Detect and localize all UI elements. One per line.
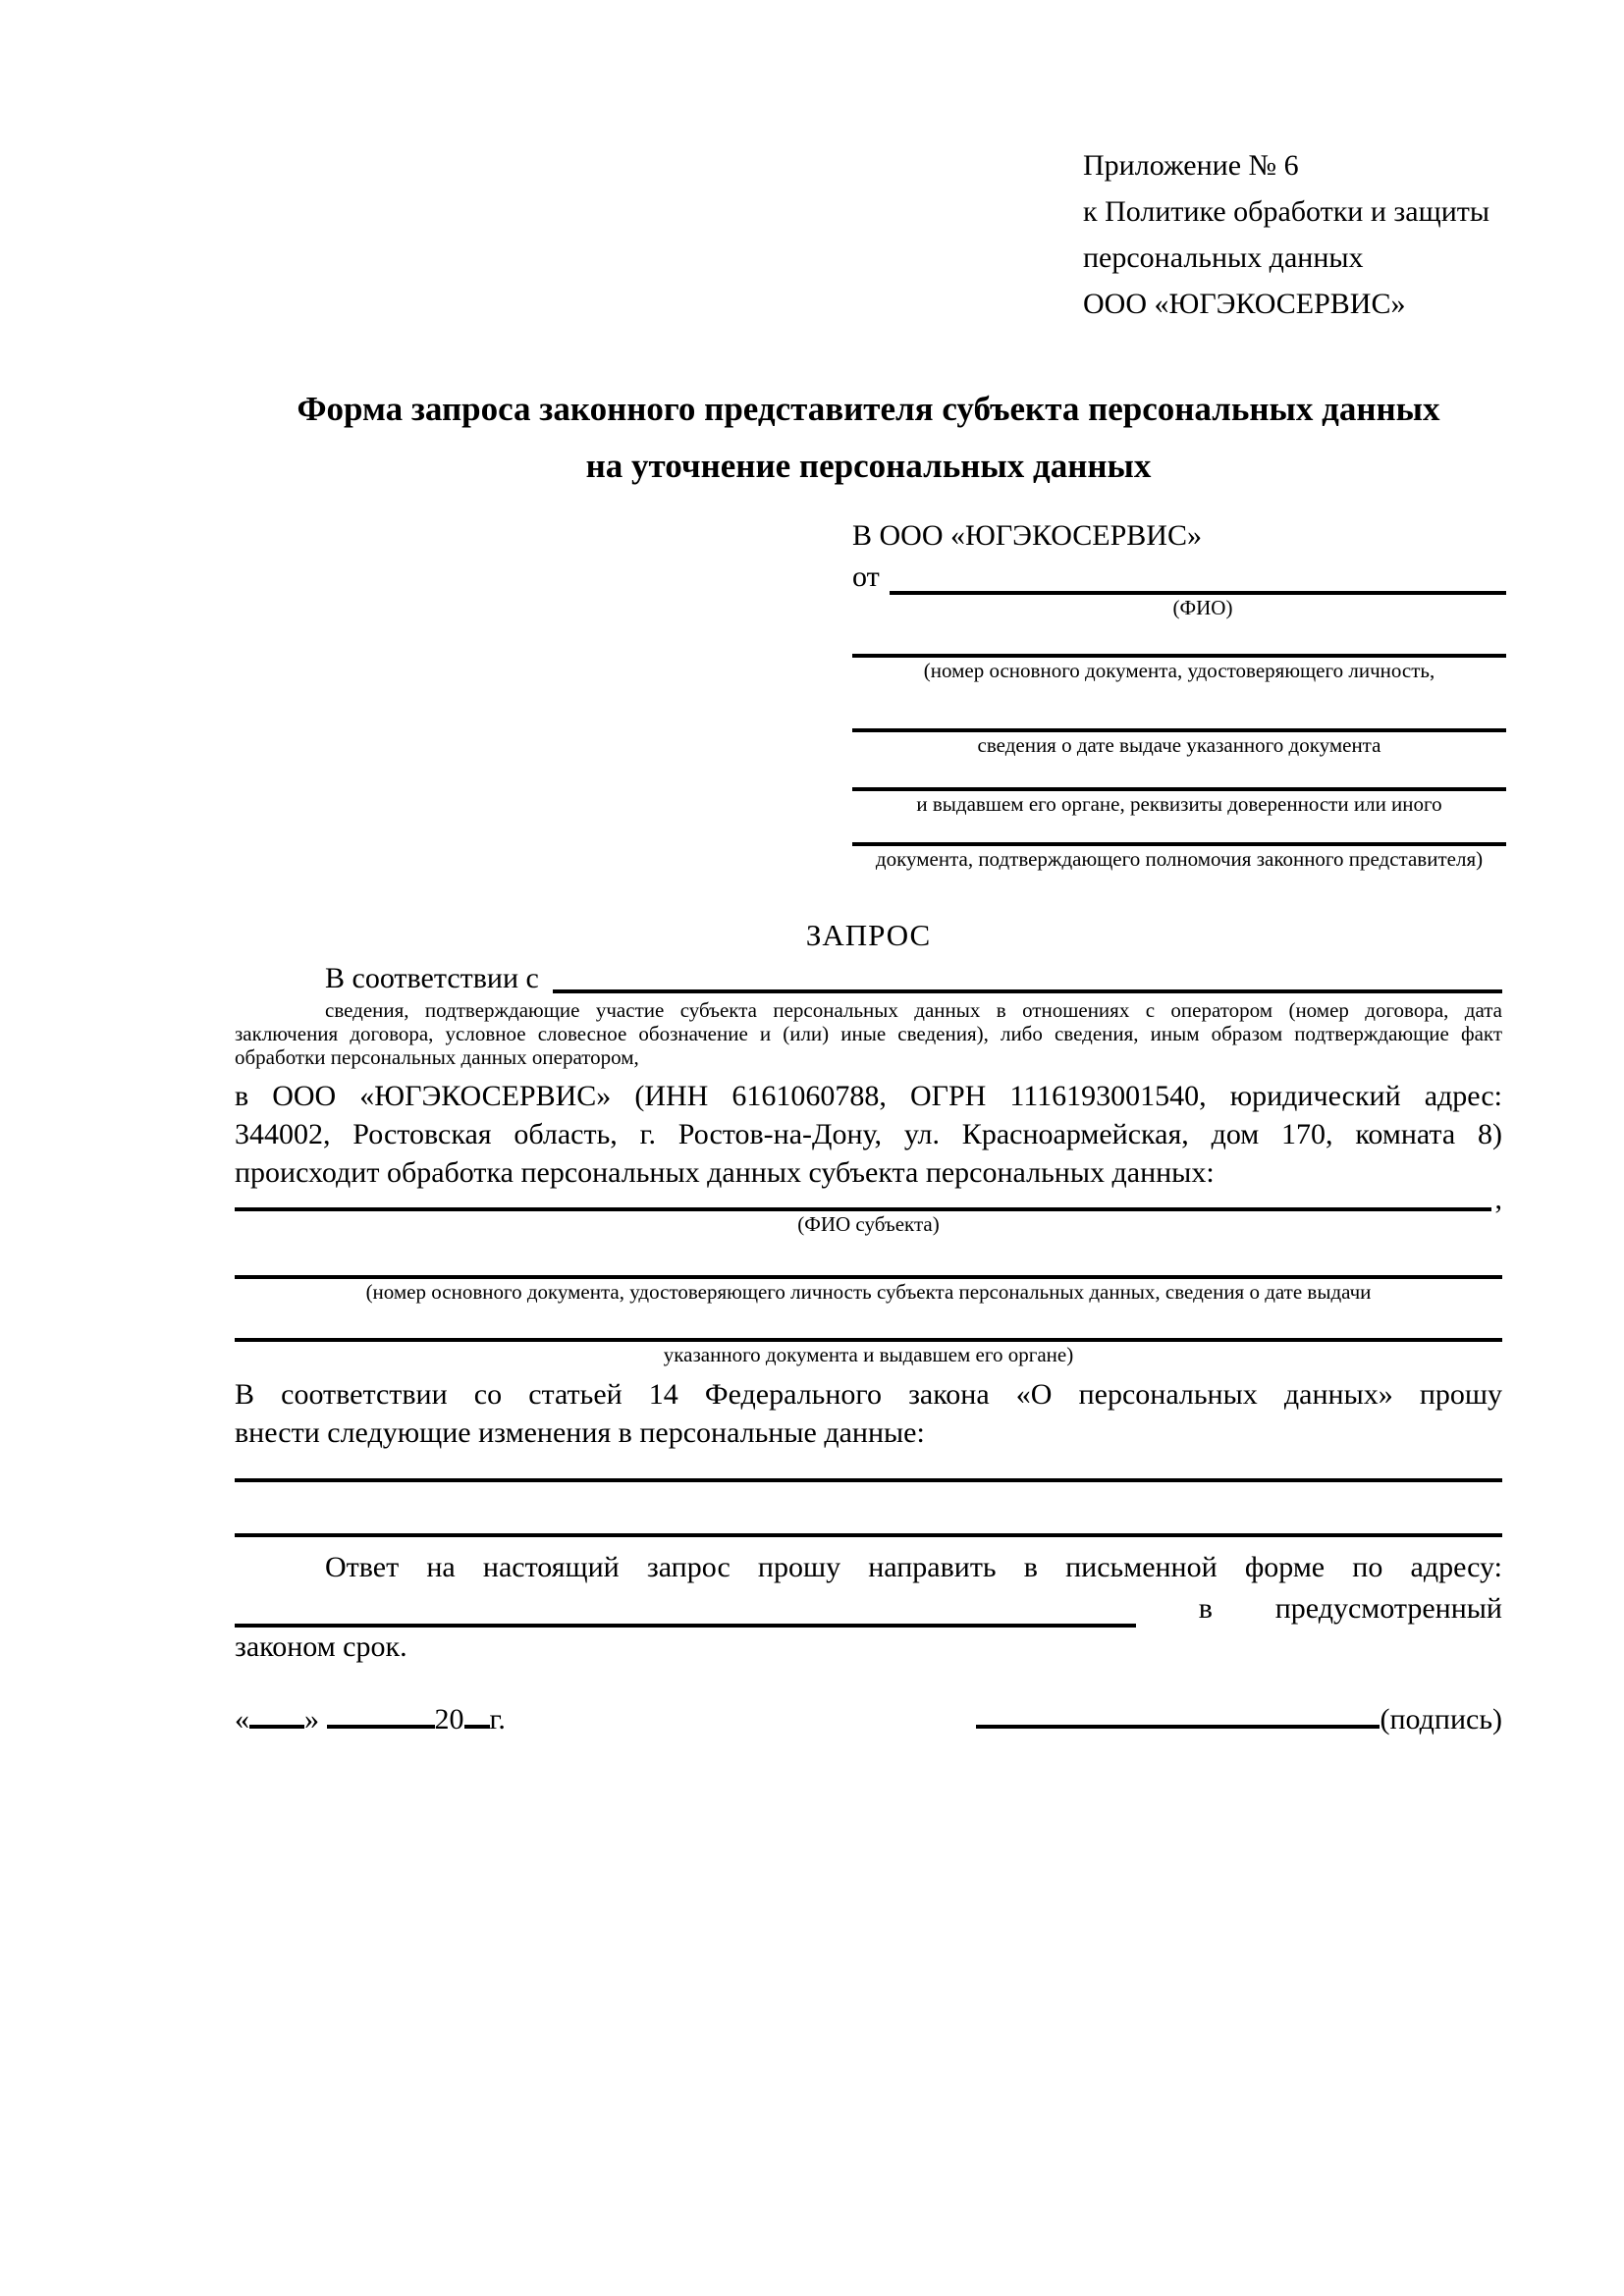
caption-doc-1: (номер основного документа, удостоверяющего личность,	[923, 659, 1435, 682]
annex-block	[1083, 142, 1502, 327]
law-line-2: внести следующие изменения в персональные данные:	[235, 1416, 925, 1449]
caption-doc-3: и выдавшем его органе, реквизиты доверенности или иного	[916, 792, 1442, 816]
annex-line-3: персональных данных	[1083, 241, 1364, 274]
reply-line-3: законом срок.	[235, 1630, 407, 1663]
reply-line-2	[235, 1586, 1502, 1628]
signature-caption: (подпись)	[1380, 1703, 1502, 1735]
intro-label: В соответствии с	[325, 962, 539, 994]
reply-line-1: Ответ на настоящий запрос прошу направить в письменной форме по адресу:	[325, 1551, 1502, 1583]
quote-open: «	[235, 1703, 249, 1735]
reply-word-1: в	[1198, 1592, 1213, 1625]
subject-doc-caption-2: указанного документа и выдавшем его органе)	[663, 1343, 1074, 1366]
footer	[235, 1695, 1502, 1739]
request-heading: ЗАПРОС	[805, 918, 932, 952]
fine-print-line-1: сведения, подтверждающие участие субъекта персональных данных в отношениях с оператором (номер договора, дата	[325, 998, 1502, 1022]
subject-doc-blank-line-1	[235, 1237, 1502, 1279]
operator-line-3: происходит обработка персональных данных субъекта персональных данных:	[235, 1156, 1215, 1189]
operator-line-2: 344002, Ростовская область, г. Ростов-на-Дону, ул. Красноармейская, дом 170, комната 8)	[235, 1118, 1502, 1150]
reply-word-2: предусмотренный	[1274, 1592, 1502, 1625]
annex-line-4: ООО «ЮГЭКОСЕРВИС»	[1083, 288, 1406, 320]
fine-print-line-2: заключения договора, условное словесное обозначение и (или) иные сведения), либо сведения, иным образом подтверждающие факт	[235, 1022, 1502, 1045]
day-blank	[249, 1699, 304, 1729]
fine-print-line-3: обработки персональных данных оператором,	[235, 1045, 639, 1069]
year-blank	[464, 1699, 490, 1729]
addressee-block	[852, 516, 1506, 872]
quote-close: »	[304, 1703, 319, 1735]
law-paragraph	[235, 1375, 1502, 1452]
year-suffix: г.	[489, 1703, 506, 1735]
operator-paragraph	[235, 1077, 1502, 1192]
subject-caption: (ФИО субъекта)	[797, 1212, 940, 1236]
intro-row	[235, 959, 1502, 998]
year-prefix: 20	[434, 1703, 464, 1735]
caption-fio: (ФИО)	[1172, 596, 1233, 619]
fine-print	[235, 998, 1502, 1069]
caption-doc-2: сведения о дате выдаче указанного документа	[977, 733, 1381, 757]
annex-line-1: Приложение № 6	[1083, 149, 1299, 182]
title-line-1: Форма запроса законного представителя субъекта персональных данных	[297, 390, 1440, 428]
law-line-1: В соответствии со статьей 14 Федерального закона «О персональных данных» прошу	[235, 1378, 1502, 1411]
doc-issuer-blank-line	[852, 758, 1506, 791]
from-row	[852, 556, 1506, 595]
annex-line-2: к Политике обработки и защиты	[1083, 195, 1490, 228]
caption-doc-4: документа, подтверждающего полномочия законного представителя)	[875, 847, 1484, 871]
signature-blank-line	[976, 1695, 1380, 1729]
month-blank	[327, 1699, 435, 1729]
signature-field	[976, 1695, 1502, 1739]
address-blank-line	[235, 1594, 1136, 1628]
subject-row	[235, 1183, 1502, 1215]
intro-blank-line	[553, 989, 1502, 993]
from-label: от	[852, 561, 880, 593]
operator-line-1: в ООО «ЮГЭКОСЕРВИС» (ИНН 6161060788, ОГРН 1116193001540, юридический адрес:	[235, 1080, 1502, 1112]
addressee-to: В ООО «ЮГЭКОСЕРВИС»	[852, 519, 1202, 552]
subject-doc-blank-line-2	[235, 1305, 1502, 1342]
document-title	[235, 381, 1502, 495]
doc-number-blank-line	[852, 620, 1506, 658]
subject-comma: ,	[1494, 1183, 1502, 1215]
attorney-blank-line	[852, 817, 1506, 846]
title-line-2: на уточнение персональных данных	[585, 447, 1152, 485]
subject-doc-caption-1: (номер основного документа, удостоверяющего личность субъекта персональных данных, сведения о дате выдачи	[365, 1280, 1372, 1304]
doc-date-blank-line	[852, 683, 1506, 732]
changes-blank-line-1	[235, 1452, 1502, 1482]
changes-blank-line-2	[235, 1482, 1502, 1537]
date-field	[235, 1699, 506, 1739]
